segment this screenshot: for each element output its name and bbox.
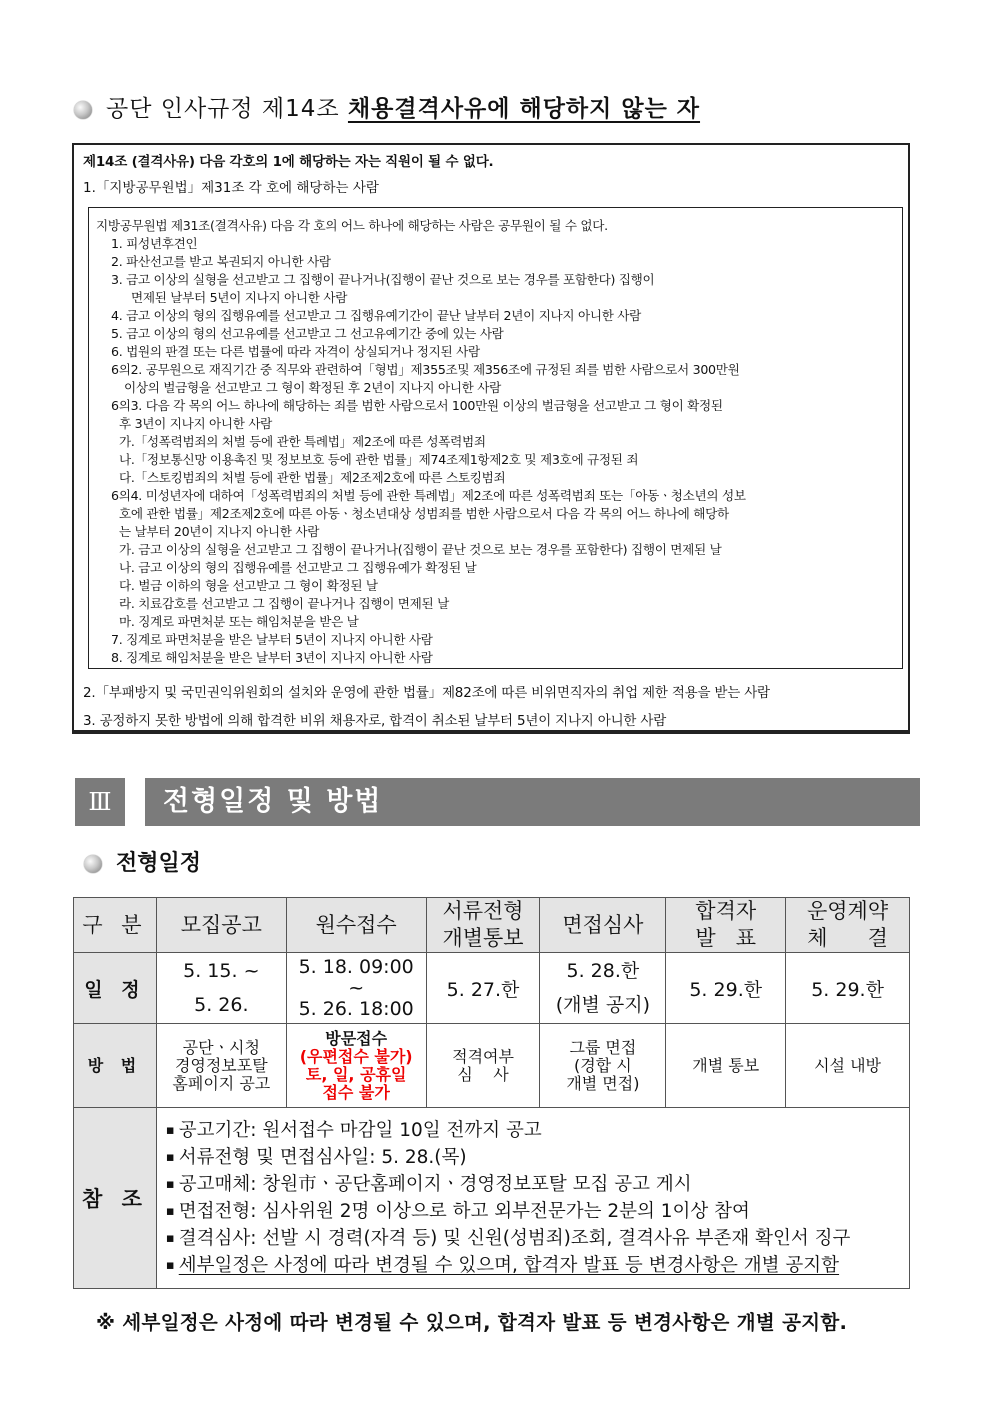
cell-line: (개별 공지) xyxy=(555,994,651,1016)
law-line: 는 날부터 20년이 지나지 아니한 사람 xyxy=(119,524,320,539)
law-line: 6의4. 미성년자에 대하여「성폭력범죄의 처벌 등에 관한 특례법」제2조에 따른 성폭력범죄 또는「아동ㆍ청소년의 성보 xyxy=(111,488,746,503)
table-cell xyxy=(286,1024,426,1108)
cell-line: 면접심사 xyxy=(562,912,644,937)
circle-bullet-icon xyxy=(84,855,102,873)
cell-line: 5. 27.한 xyxy=(446,978,520,1001)
table-cell xyxy=(786,953,910,1024)
header-cell xyxy=(666,898,786,953)
law-line: 나. 금고 이상의 형의 집행유예를 선고받고 그 집행유예가 확정된 날 xyxy=(119,560,477,575)
law-line: 이상의 벌금형을 선고받고 그 형이 확정된 후 2년이 지나지 아니한 사람 xyxy=(124,380,501,395)
law-line: 다. 벌금 이하의 형을 선고받고 그 형이 확정된 날 xyxy=(119,578,378,593)
reference-item-underlined xyxy=(166,1252,909,1279)
subsection-title: 전형일정 xyxy=(116,851,202,876)
cell-line: 서류전형 xyxy=(442,899,524,923)
table-cell xyxy=(540,953,666,1024)
cell-line: 5. 18. 09:00 xyxy=(298,955,414,978)
cell-line: 원수접수 xyxy=(315,912,397,937)
reference-item: ▪ 결격심사: 선발 시 경력(자격 등) 및 신원(성범죄)조회, 결격사유 부존재 확인서 징구 xyxy=(166,1225,909,1252)
cell-line: 합격자 xyxy=(695,899,757,923)
cell-line: 공단ㆍ시청 xyxy=(182,1037,260,1057)
law-line: 3. 금고 이상의 실형을 선고받고 그 집행이 끝나거나(집행이 끝난 것으로 보는 경우를 포함한다) 집행이 xyxy=(111,272,655,287)
table-cell xyxy=(426,1024,540,1108)
header-cell xyxy=(540,898,666,953)
section-banner xyxy=(75,778,920,826)
subsection-heading xyxy=(84,846,201,877)
article-item-1: 1.「지방공무원법」제31조 각 호에 해당하는 사람 xyxy=(83,180,379,196)
reference-item-text: 세부일정은 사정에 따라 변경될 수 있으며, 합격자 발표 등 변경사항은 개별 공지함 xyxy=(178,1255,840,1276)
reference-item: ▪ 공고매체: 창원市ㆍ공단홈페이지ㆍ경영정보포탈 모집 공고 게시 xyxy=(166,1171,909,1198)
cell-line: 모집공고 xyxy=(180,912,262,937)
reference-item: ▪ 서류전형 및 면접심사일: 5. 28.(목) xyxy=(166,1144,909,1171)
cell-line-warning: (우편접수 불가) xyxy=(299,1046,413,1066)
footnote: ※ 세부일정은 사정에 따라 변경될 수 있으며, 합격자 발표 등 변경사항은 개별 공지함. xyxy=(96,1311,848,1334)
cell-line: 5. 15. ~ xyxy=(183,960,260,982)
law-line: 후 3년이 지나지 아니한 사람 xyxy=(119,416,273,431)
table-cell xyxy=(666,953,786,1024)
section-heading-underlined: 채용결격사유에 해당하지 않는 자 xyxy=(347,96,701,122)
row-label: 방 법 xyxy=(74,1024,157,1108)
cell-line-warning: 토, 일, 공휴일 xyxy=(305,1064,407,1084)
law-line: 6. 법원의 판결 또는 다른 법률에 따라 자격이 상실되거나 정지된 사람 xyxy=(111,344,480,359)
row-label: 참 조 xyxy=(74,1108,157,1289)
cell-line: 경영정보포탈 xyxy=(174,1055,268,1075)
law-line: 마. 징계로 파면처분 또는 해임처분을 받은 날 xyxy=(119,614,359,629)
table-cell xyxy=(286,953,426,1024)
table-cell xyxy=(156,1024,286,1108)
law-line: 6의3. 다음 각 목의 어느 하나에 해당하는 죄를 범한 사람으로서 100만원 이상의 벌금형을 선고받고 그 형이 확정된 xyxy=(111,398,723,413)
law-line: 2. 파산선고를 받고 복권되지 아니한 사람 xyxy=(111,254,331,269)
cell-line: 운영계약 xyxy=(806,899,889,923)
law-line: 1. 피성년후견인 xyxy=(111,236,198,251)
table-row-reference xyxy=(74,1108,910,1289)
article-item-3: 3. 공정하지 못한 방법에 의해 합격한 비위 채용자로, 합격이 취소된 날부터 5년이 지나지 아니한 사람 xyxy=(83,713,667,729)
table-cell xyxy=(156,953,286,1024)
law-line: 가.「성폭력범죄의 처벌 등에 관한 특례법」제2조에 따른 성폭력범죄 xyxy=(119,434,486,449)
row-label: 일 정 xyxy=(74,953,157,1024)
table-cell xyxy=(426,953,540,1024)
reference-cell xyxy=(156,1108,909,1289)
law-line: 7. 징계로 파면처분을 받은 날부터 5년이 지나지 아니한 사람 xyxy=(111,632,433,647)
cell-line: 적격여부 xyxy=(452,1046,514,1066)
table-cell xyxy=(540,1024,666,1108)
header-cell xyxy=(426,898,540,953)
article-heading: 제14조 (결격사유) 다음 각호의 1에 해당하는 자는 직원이 될 수 없다. xyxy=(83,154,494,170)
cell-line: 개별통보 xyxy=(442,926,524,950)
cell-line: 5. 29.한 xyxy=(689,978,763,1001)
cell-line: 체 결 xyxy=(807,926,888,950)
law-line: 지방공무원법 제31조(결격사유) 다음 각 호의 어느 하나에 해당하는 사람은 공무원이 될 수 없다. xyxy=(96,218,608,233)
schedule-table xyxy=(73,897,910,1289)
article-item-2: 2.「부패방지 및 국민권익위원회의 설치와 운영에 관한 법률」제82조에 따른 비위면직자의 취업 제한 적용을 받는 사람 xyxy=(83,685,770,701)
law-line: 나.「정보통신망 이용촉진 및 정보보호 등에 관한 법률」제74조제1항제2호 및 제3호에 규정된 죄 xyxy=(119,452,639,467)
section-numeral: Ⅲ xyxy=(75,778,125,826)
law-line: 호에 관한 법률」제2조제2호에 따른 아동ㆍ청소년대상 성범죄를 범한 사람으로서 다음 각 목의 어느 하나에 해당하 xyxy=(119,506,729,521)
cell-line: 홈페이지 공고 xyxy=(172,1073,271,1093)
table-row-method xyxy=(74,1024,910,1108)
cell-line: 5. 29.한 xyxy=(811,978,884,1001)
table-header-row xyxy=(74,898,910,953)
law-line: 다.「스토킹범죄의 처벌 등에 관한 법률」제2조제2호에 따른 스토킹범죄 xyxy=(119,470,506,485)
section-heading-disqualification xyxy=(74,90,700,123)
law-line: 4. 금고 이상의 형의 집행유예를 선고받고 그 집행유예기간이 끝난 날부터 2년이 지나지 아니한 사람 xyxy=(111,308,642,323)
cell-line: 5. 26. xyxy=(194,994,249,1016)
circle-bullet-icon xyxy=(74,101,92,119)
header-cell xyxy=(286,898,426,953)
reference-item: ▪ 면접전형: 심사위원 2명 이상으로 하고 외부전문가는 2분의 1이상 참여 xyxy=(166,1198,909,1225)
cell-line: 심 사 xyxy=(457,1064,509,1084)
law-line: 6의2. 공무원으로 재직기간 중 직무와 관련하여「형법」제355조및 제356조에 규정된 죄를 범한 사람으로서 300만원 xyxy=(111,362,740,377)
cell-line: 5. 26. 18:00 xyxy=(298,997,414,1020)
law-line: 가. 금고 이상의 실형을 선고받고 그 집행이 끝나거나(집행이 끝난 것으로 보는 경우를 포함한다) 집행이 면제된 날 xyxy=(119,542,722,557)
reference-item: ▪ 공고기간: 원서접수 마감일 10일 전까지 공고 xyxy=(166,1117,909,1144)
cell-line: 발 표 xyxy=(695,926,757,950)
law-line: 라. 치료감호를 선고받고 그 집행이 끝나거나 집행이 면제된 날 xyxy=(119,596,449,611)
quoted-law-box xyxy=(88,207,903,669)
cell-line: 구 분 xyxy=(82,912,148,937)
cell-line: ~ xyxy=(348,976,365,999)
cell-line: 5. 28.한 xyxy=(566,960,640,982)
cell-line: 개별 면접) xyxy=(566,1073,640,1093)
cell-line: 방문접수 xyxy=(325,1028,388,1048)
header-cell xyxy=(156,898,286,953)
table-cell: 시설 내방 xyxy=(786,1024,910,1108)
law-line: 5. 금고 이상의 형의 선고유예를 선고받고 그 선고유예기간 중에 있는 사람 xyxy=(111,326,504,341)
law-line: 면제된 날부터 5년이 지나지 아니한 사람 xyxy=(131,290,348,305)
section-title: 전형일정 및 방법 xyxy=(145,778,920,826)
article-box xyxy=(72,143,910,732)
section-heading-prefix: 공단 인사규정 제14조 xyxy=(106,96,348,122)
cell-line: (경합 시 xyxy=(574,1055,632,1075)
header-cell xyxy=(74,898,157,953)
law-line: 8. 징계로 해임처분을 받은 날부터 3년이 지나지 아니한 사람 xyxy=(111,650,433,665)
table-row-schedule xyxy=(74,953,910,1024)
cell-line: 그룹 면접 xyxy=(569,1037,637,1057)
table-cell: 개별 통보 xyxy=(666,1024,786,1108)
header-cell xyxy=(786,898,910,953)
cell-line-warning: 접수 불가 xyxy=(322,1082,390,1102)
